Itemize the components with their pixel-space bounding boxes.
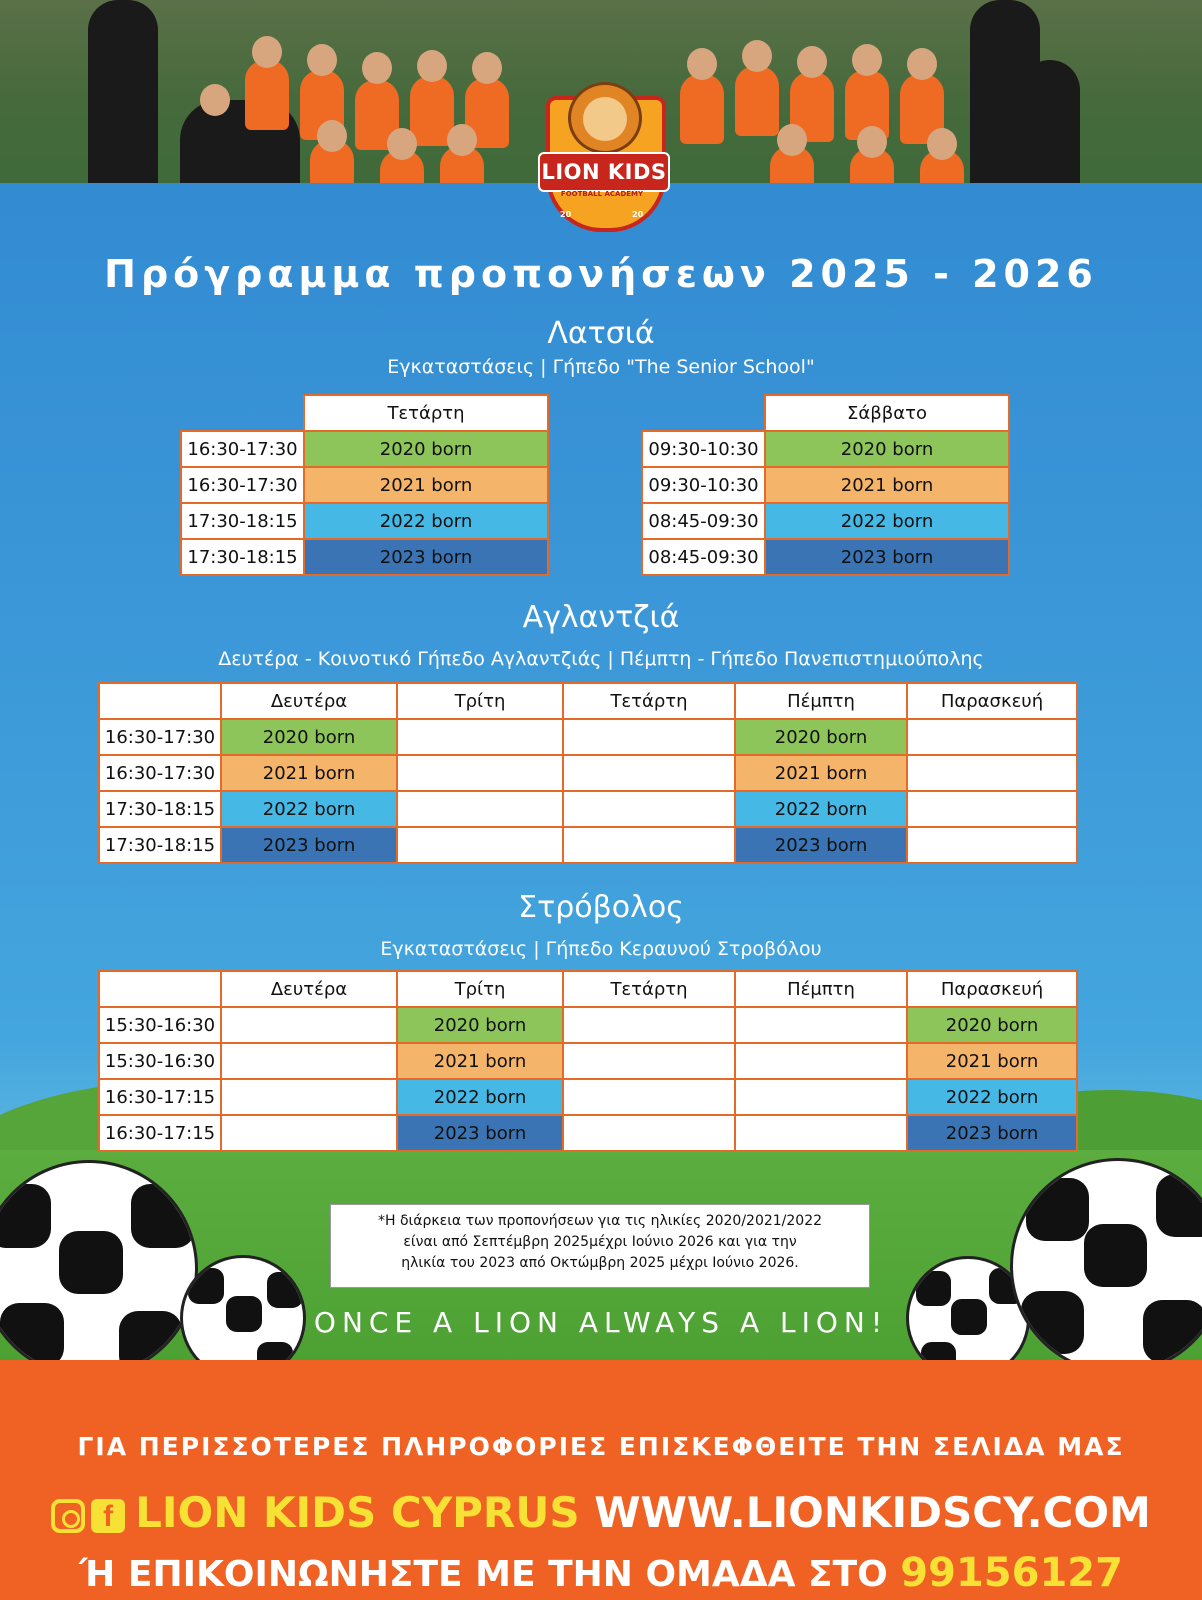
table-row: [181, 539, 548, 575]
table-row: [99, 827, 1077, 863]
table-row: [181, 503, 548, 539]
group-cell: 2021 born: [304, 467, 548, 503]
group-cell: 2020 born: [221, 719, 397, 755]
contact-text: Ή ΕΠΙΚΟΙΝΩΝΗΣΤΕ ΜΕ ΤΗΝ ΟΜΑΔΑ ΣΤΟ: [79, 1554, 888, 1595]
time-cell: 16:30-17:30: [181, 467, 304, 503]
table-header-row: [99, 683, 1077, 719]
phone-number[interactable]: 99156127: [900, 1550, 1123, 1596]
empty-cell: [563, 719, 735, 755]
latsia-wednesday-table: [180, 394, 549, 576]
strovolos-table: [98, 970, 1078, 1152]
table-row: [181, 467, 548, 503]
location-latsia: Λατσιά: [547, 316, 655, 351]
day-header: Δευτέρα: [221, 971, 397, 1007]
empty-cell: [907, 755, 1077, 791]
empty-cell: [735, 1007, 907, 1043]
group-cell: 2020 born: [304, 431, 548, 467]
time-cell: 17:30-18:15: [181, 539, 304, 575]
empty-cell: [563, 1043, 735, 1079]
table-row: [181, 431, 548, 467]
group-cell: 2020 born: [735, 719, 907, 755]
table-row: [642, 539, 1009, 575]
group-cell: 2021 born: [907, 1043, 1077, 1079]
time-cell: 08:45-09:30: [642, 503, 765, 539]
table-row: [99, 719, 1077, 755]
table-row: [99, 791, 1077, 827]
time-cell: 16:30-17:30: [181, 431, 304, 467]
instagram-icon[interactable]: [51, 1499, 85, 1533]
time-cell: 15:30-16:30: [99, 1043, 221, 1079]
latsia-saturday-table: [641, 394, 1010, 576]
group-cell: 2023 born: [765, 539, 1009, 575]
group-cell: 2023 born: [735, 827, 907, 863]
day-header: Τετάρτη: [563, 683, 735, 719]
empty-cell: [221, 1115, 397, 1151]
empty-cell: [563, 1079, 735, 1115]
group-cell: 2023 born: [907, 1115, 1077, 1151]
table-row: [99, 1115, 1077, 1151]
time-cell: 09:30-10:30: [642, 467, 765, 503]
aglantzia-table: [98, 682, 1078, 864]
empty-cell: [735, 1079, 907, 1115]
table-row: [99, 1079, 1077, 1115]
table-header-row: [181, 395, 548, 431]
empty-cell: [397, 719, 563, 755]
venue-aglantzia: Δευτέρα - Κοινοτικό Γήπεδο Αγλαντζιάς | Πέμπτη - Γήπεδο Πανεπιστημιούπολης: [218, 648, 984, 670]
group-cell: 2023 born: [221, 827, 397, 863]
social-name[interactable]: LION KIDS CYPRUS: [135, 1488, 580, 1537]
day-header: Τρίτη: [397, 683, 563, 719]
lion-icon: [568, 82, 642, 154]
day-header: Τρίτη: [397, 971, 563, 1007]
time-cell: 17:30-18:15: [99, 827, 221, 863]
empty-cell: [735, 1115, 907, 1151]
day-header: Τετάρτη: [563, 971, 735, 1007]
website-link[interactable]: WWW.LIONKIDSCY.COM: [594, 1488, 1151, 1537]
table-row: [642, 431, 1009, 467]
group-cell: 2022 born: [765, 503, 1009, 539]
empty-cell: [397, 755, 563, 791]
empty-cell: [907, 719, 1077, 755]
time-cell: 16:30-17:30: [99, 755, 221, 791]
location-aglantzia: Αγλαντζιά: [522, 600, 680, 635]
group-cell: 2022 born: [304, 503, 548, 539]
group-cell: 2021 born: [765, 467, 1009, 503]
facebook-icon[interactable]: f: [91, 1499, 125, 1533]
table-header-row: [99, 971, 1077, 1007]
empty-cell: [735, 1043, 907, 1079]
day-header: Πέμπτη: [735, 683, 907, 719]
day-header: Παρασκευή: [907, 683, 1077, 719]
time-cell: 17:30-18:15: [99, 791, 221, 827]
logo-name: LION KIDS: [538, 152, 670, 192]
time-cell: 16:30-17:15: [99, 1115, 221, 1151]
empty-cell: [563, 1115, 735, 1151]
day-header: Δευτέρα: [221, 683, 397, 719]
empty-cell: [397, 827, 563, 863]
empty-cell: [221, 1043, 397, 1079]
venue-strovolos: Εγκαταστάσεις | Γήπεδο Κεραυνού Στροβόλου: [380, 938, 822, 960]
note-line: ηλικία του 2023 από Οκτώμβρη 2025 μέχρι Ιούνιο 2026.: [401, 1255, 799, 1271]
empty-cell: [563, 791, 735, 827]
time-cell: 09:30-10:30: [642, 431, 765, 467]
empty-cell: [221, 1079, 397, 1115]
footer-info: ΓΙΑ ΠΕΡΙΣΣΟΤΕΡΕΣ ΠΛΗΡΟΦΟΡΙΕΣ ΕΠΙΣΚΕΦΘΕΙΤΕ ΤΗΝ ΣΕΛΙΔΑ ΜΑΣ: [77, 1432, 1125, 1461]
note-line: είναι από Σεπτέμβρη 2025μέχρι Ιούνιο 2026 και για την: [403, 1234, 797, 1250]
empty-cell: [221, 1007, 397, 1043]
group-cell: 2021 born: [397, 1043, 563, 1079]
group-cell: 2021 born: [735, 755, 907, 791]
page-title: Πρόγραμμα προπονήσεων 2025 - 2026: [104, 252, 1098, 296]
group-cell: 2022 born: [221, 791, 397, 827]
empty-cell: [563, 827, 735, 863]
note-line: *Η διάρκεια των προπονήσεων για τις ηλικίες 2020/2021/2022: [377, 1213, 823, 1229]
lion-kids-logo: [538, 82, 666, 230]
time-cell: 17:30-18:15: [181, 503, 304, 539]
empty-cell: [907, 791, 1077, 827]
group-cell: 2023 born: [304, 539, 548, 575]
footer-social-line: [0, 1488, 1202, 1537]
table-row: [642, 467, 1009, 503]
group-cell: 2022 born: [735, 791, 907, 827]
empty-cell: [907, 827, 1077, 863]
group-cell: 2022 born: [907, 1079, 1077, 1115]
time-cell: 16:30-17:15: [99, 1079, 221, 1115]
time-cell: 08:45-09:30: [642, 539, 765, 575]
table-row: [99, 755, 1077, 791]
day-header: Παρασκευή: [907, 971, 1077, 1007]
slogan: ONCE A LION ALWAYS A LION!: [313, 1306, 889, 1339]
group-cell: 2020 born: [907, 1007, 1077, 1043]
group-cell: 2020 born: [397, 1007, 563, 1043]
logo-year-left: 20: [560, 210, 572, 219]
group-cell: 2021 born: [221, 755, 397, 791]
empty-cell: [397, 791, 563, 827]
group-cell: 2023 born: [397, 1115, 563, 1151]
corner-cell: [99, 683, 221, 719]
table-row: [99, 1007, 1077, 1043]
day-header: Σάββατο: [765, 395, 1009, 431]
day-header: Τετάρτη: [304, 395, 548, 431]
empty-cell: [563, 755, 735, 791]
footer-contact-line: [0, 1550, 1202, 1596]
football-icon: [1010, 1158, 1202, 1374]
corner-cell: [99, 971, 221, 1007]
day-header: Πέμπτη: [735, 971, 907, 1007]
logo-year-right: 20: [632, 210, 644, 219]
time-cell: 16:30-17:30: [99, 719, 221, 755]
table-row: [99, 1043, 1077, 1079]
time-cell: 15:30-16:30: [99, 1007, 221, 1043]
table-header-row: [642, 395, 1009, 431]
group-cell: 2022 born: [397, 1079, 563, 1115]
location-strovolos: Στρόβολος: [518, 890, 684, 925]
logo-subtitle: FOOTBALL ACADEMY: [560, 190, 644, 198]
group-cell: 2020 born: [765, 431, 1009, 467]
training-duration-note: [330, 1204, 870, 1288]
empty-cell: [563, 1007, 735, 1043]
table-row: [642, 503, 1009, 539]
venue-latsia: Εγκαταστάσεις | Γήπεδο "The Senior School": [387, 356, 815, 378]
football-icon: [0, 1160, 198, 1378]
